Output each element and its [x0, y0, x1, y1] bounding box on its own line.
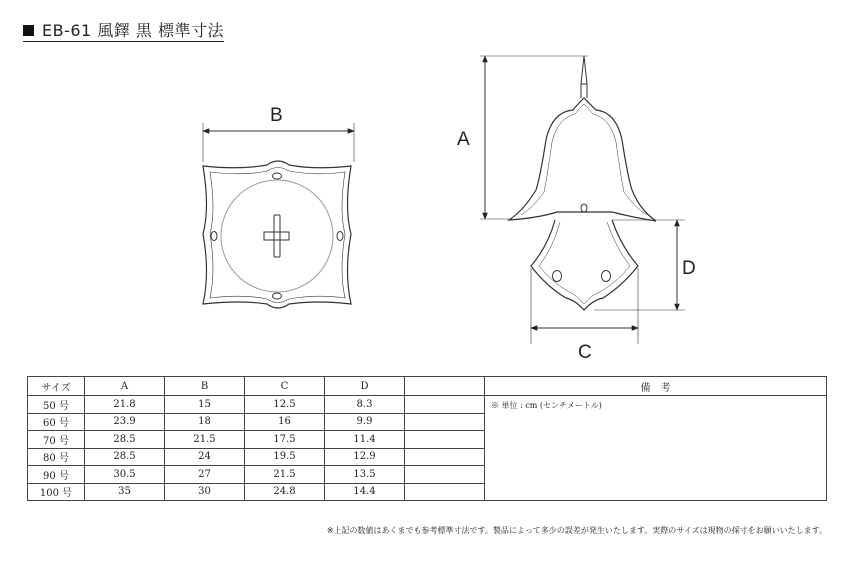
cell-b: 18 — [165, 413, 245, 431]
cell-d: 12.9 — [325, 448, 405, 466]
header-d: D — [325, 377, 405, 396]
page-title-text: EB-61 風鐸 黒 標準寸法 — [42, 21, 224, 40]
dimension-b-label: B — [270, 105, 283, 126]
cell-c: 24.8 — [245, 483, 325, 501]
cell-c: 19.5 — [245, 448, 325, 466]
cell-a: 30.5 — [85, 466, 165, 484]
cell-d: 9.9 — [325, 413, 405, 431]
header-a: A — [85, 377, 165, 396]
cell-d: 13.5 — [325, 466, 405, 484]
bell-outline — [509, 98, 656, 221]
cell-c: 17.5 — [245, 431, 325, 449]
table-row — [28, 396, 827, 414]
cell-c: 16 — [245, 413, 325, 431]
header-c: C — [245, 377, 325, 396]
cell-c: 21.5 — [245, 466, 325, 484]
dimension-c-label: C — [578, 342, 592, 363]
cell-a: 21.8 — [85, 396, 165, 414]
header-b: B — [165, 377, 245, 396]
cell-size: 80 号 — [28, 448, 85, 466]
dimension-a-label: A — [457, 129, 470, 150]
cell-b: 21.5 — [165, 431, 245, 449]
header-blank — [405, 377, 485, 396]
cell-size: 90 号 — [28, 466, 85, 484]
cell-blank — [405, 466, 485, 484]
cell-b: 30 — [165, 483, 245, 501]
cell-size: 50 号 — [28, 396, 85, 414]
top-view-drawing — [203, 123, 354, 308]
cell-blank — [405, 448, 485, 466]
cell-blank — [405, 396, 485, 414]
cell-a: 28.5 — [85, 431, 165, 449]
size-spec-table — [27, 376, 827, 501]
dimension-d-label: D — [682, 258, 696, 279]
cell-size: 60 号 — [28, 413, 85, 431]
side-view-drawing — [480, 56, 685, 344]
clapper-plate-outline — [531, 220, 638, 310]
cell-b: 27 — [165, 466, 245, 484]
table-header-row — [28, 377, 827, 396]
cell-d: 8.3 — [325, 396, 405, 414]
cell-blank — [405, 413, 485, 431]
cell-d: 14.4 — [325, 483, 405, 501]
cell-d: 11.4 — [325, 431, 405, 449]
header-size: サイズ — [28, 377, 85, 396]
top-disc — [221, 180, 333, 292]
footnote: ※上記の数値はあくまでも参考標準寸法です。製品によって多少の誤差が発生いたします。実際のサイズは現物の採寸をお願いいたします。 — [326, 526, 827, 535]
remarks-cell: ※ 単位 : cm (センチメートル) — [485, 396, 827, 501]
cell-c: 12.5 — [245, 396, 325, 414]
cell-blank — [405, 431, 485, 449]
cell-a: 28.5 — [85, 448, 165, 466]
cell-size: 70 号 — [28, 431, 85, 449]
cell-blank — [405, 483, 485, 501]
cell-a: 35 — [85, 483, 165, 501]
header-remarks: 備 考 — [485, 377, 827, 396]
top-plate-outline — [203, 161, 351, 308]
cell-a: 23.9 — [85, 413, 165, 431]
cell-b: 24 — [165, 448, 245, 466]
cell-size: 100 号 — [28, 483, 85, 501]
cell-b: 15 — [165, 396, 245, 414]
